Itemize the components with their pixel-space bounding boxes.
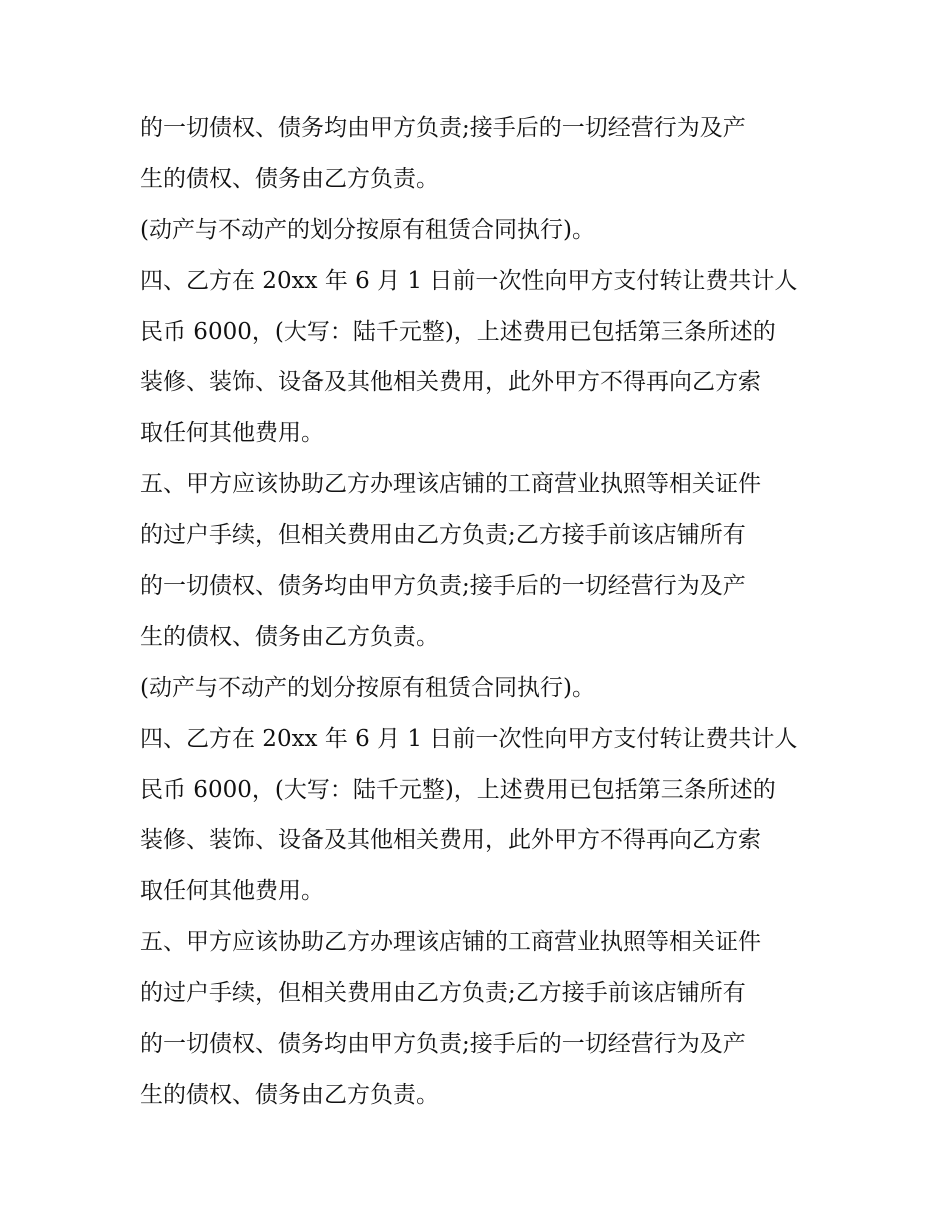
text-line: 装修、装饰、设备及其他相关费用，此外甲方不得再向乙方索 [140,827,761,854]
text-line: 取任何其他费用。 [140,420,324,447]
text-line: 民币 6000，(大写：陆千元整)，上述费用已包括第三条所述的 [140,776,776,803]
text-line: 生的债权、债务由乙方负责。 [140,623,439,650]
text-line: 民币 6000，(大写：陆千元整)，上述费用已包括第三条所述的 [140,318,776,345]
text-line: (动产与不动产的划分按原有租赁合同执行)。 [140,216,595,243]
text-line: (动产与不动产的划分按原有租赁合同执行)。 [140,674,595,701]
text-line: 的一切债权、债务均由甲方负责;接手后的一切经营行为及产 [140,573,746,600]
text-line: 取任何其他费用。 [140,878,324,905]
text-line: 四、乙方在 20xx 年 6 月 1 日前一次性向甲方支付转让费共计人 [140,725,798,752]
document-body [140,103,820,1121]
text-line: 五、甲方应该协助乙方办理该店铺的工商营业执照等相关证件 [140,929,761,956]
text-line: 四、乙方在 20xx 年 6 月 1 日前一次性向甲方支付转让费共计人 [140,267,798,294]
text-line: 装修、装饰、设备及其他相关费用，此外甲方不得再向乙方索 [140,369,761,396]
text-line: 生的债权、债务由乙方负责。 [140,165,439,192]
text-line: 的一切债权、债务均由甲方负责;接手后的一切经营行为及产 [140,115,746,141]
text-line: 的过户手续，但相关费用由乙方负责;乙方接手前该店铺所有 [140,522,746,549]
text-line: 的过户手续，但相关费用由乙方负责;乙方接手前该店铺所有 [140,980,746,1007]
text-line: 生的债权、债务由乙方负责。 [140,1081,439,1108]
text-line: 五、甲方应该协助乙方办理该店铺的工商营业执照等相关证件 [140,471,761,498]
text-line: 的一切债权、债务均由甲方负责;接手后的一切经营行为及产 [140,1031,746,1058]
